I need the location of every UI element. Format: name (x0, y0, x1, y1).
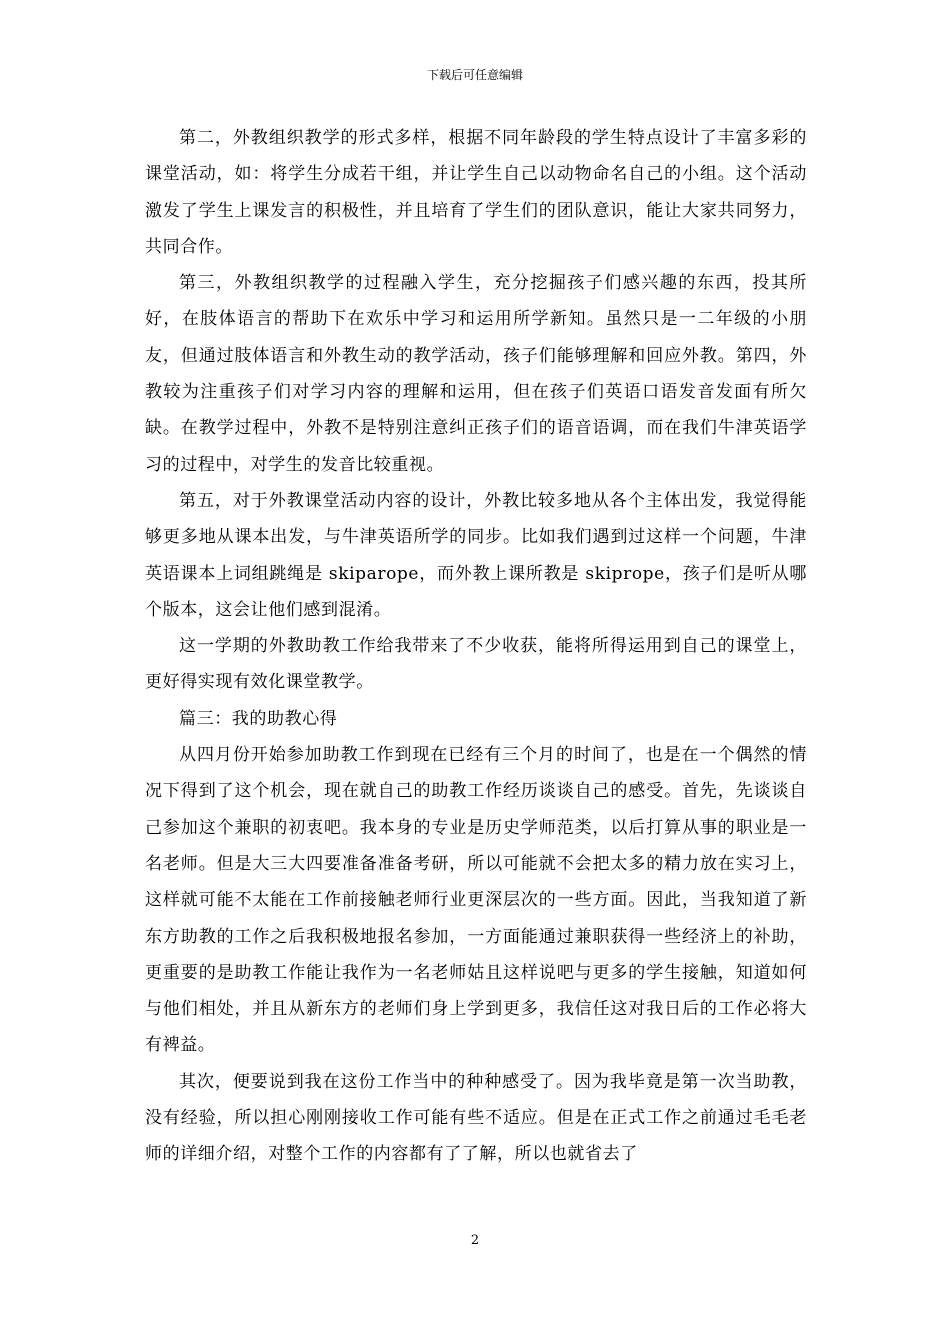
paragraph-third-fourth-point: 第三，外教组织教学的过程融入学生，充分挖掘孩子们感兴趣的东西，投其所好，在肢体语言的帮助下在欢乐中学习和运用所学新知。虽然只是一二年级的小朋友，但通过肢体语言和外教生动的教学活动，孩子们能够理解和回应外教。第四，外教较为注重孩子们对学习内容的理解和运用，但在孩子们英语口语发音发面有所欠缺。在教学过程中，外教不是特别注意纠正孩子们的语音语调，而在我们牛津英语学习的过程中，对学生的发音比较重视。 (145, 273, 807, 475)
paragraph-semester-summary: 这一学期的外教助教工作给我带来了不少收获，能将所得运用到自己的课堂上，更好得实现有效化课堂教学。 (145, 636, 807, 693)
page-header: 下载后可任意编辑 (426, 68, 523, 82)
page-number: 2 (470, 1233, 480, 1248)
paragraph-motivation: 从四月份开始参加助教工作到现在已经有三个月的时间了，也是在一个偶然的情况下得到了这个机会，现在就自己的助教工作经历谈谈自己的感受。首先，先谈谈自己参加这个兼职的初衷吧。我本身的专业是历史学师范类，以后打算从事的职业是一名老师。但是大三大四要准备准备考研，所以可能就不会把太多的精力放在实习上，这样就可能不太能在工作前接触老师行业更深层次的一些方面。因此，当我知道了新东方助教的工作之后我积极地报名参加，一方面能通过兼职获得一些经济上的补助，更重要的是助教工作能让我作为一名老师姑且这样说吧与更多的学生接触，知道如何与他们相处，并且从新东方的老师们身上学到更多，我信任这对我日后的工作必将大有裨益。 (145, 745, 807, 1056)
paragraph-fifth-point: 第五，对于外教课堂活动内容的设计，外教比较多地从各个主体出发，我觉得能够更多地从课本出发，与牛津英语所学的同步。比如我们遇到过这样一个问题，牛津英语课本上词组跳绳是 skiparope，而外教上课所教是 skiprope，孩子们是听从哪个版本，这会让他们感到混淆。 (145, 490, 807, 620)
paragraph-second-point: 第二，外教组织教学的形式多样，根据不同年龄段的学生特点设计了丰富多彩的课堂活动，如：将学生分成若干组，并让学生自己以动物命名自己的小组。这个活动激发了学生上课发言的积极性，并且培育了学生们的团队意识，能让大家共同努力，共同合作。 (145, 128, 807, 257)
document-body (145, 120, 807, 1173)
section-heading: 篇三：我的助教心得 (179, 708, 338, 729)
paragraph-feelings: 其次，便要说到我在这份工作当中的种种感受了。因为我毕竟是第一次当助教，没有经验，所以担心刚刚接收工作可能有些不适应。但是在正式工作之前通过毛毛老师的详细介绍，对整个工作的内容都有了了解，所以也就省去了 (145, 1071, 807, 1165)
